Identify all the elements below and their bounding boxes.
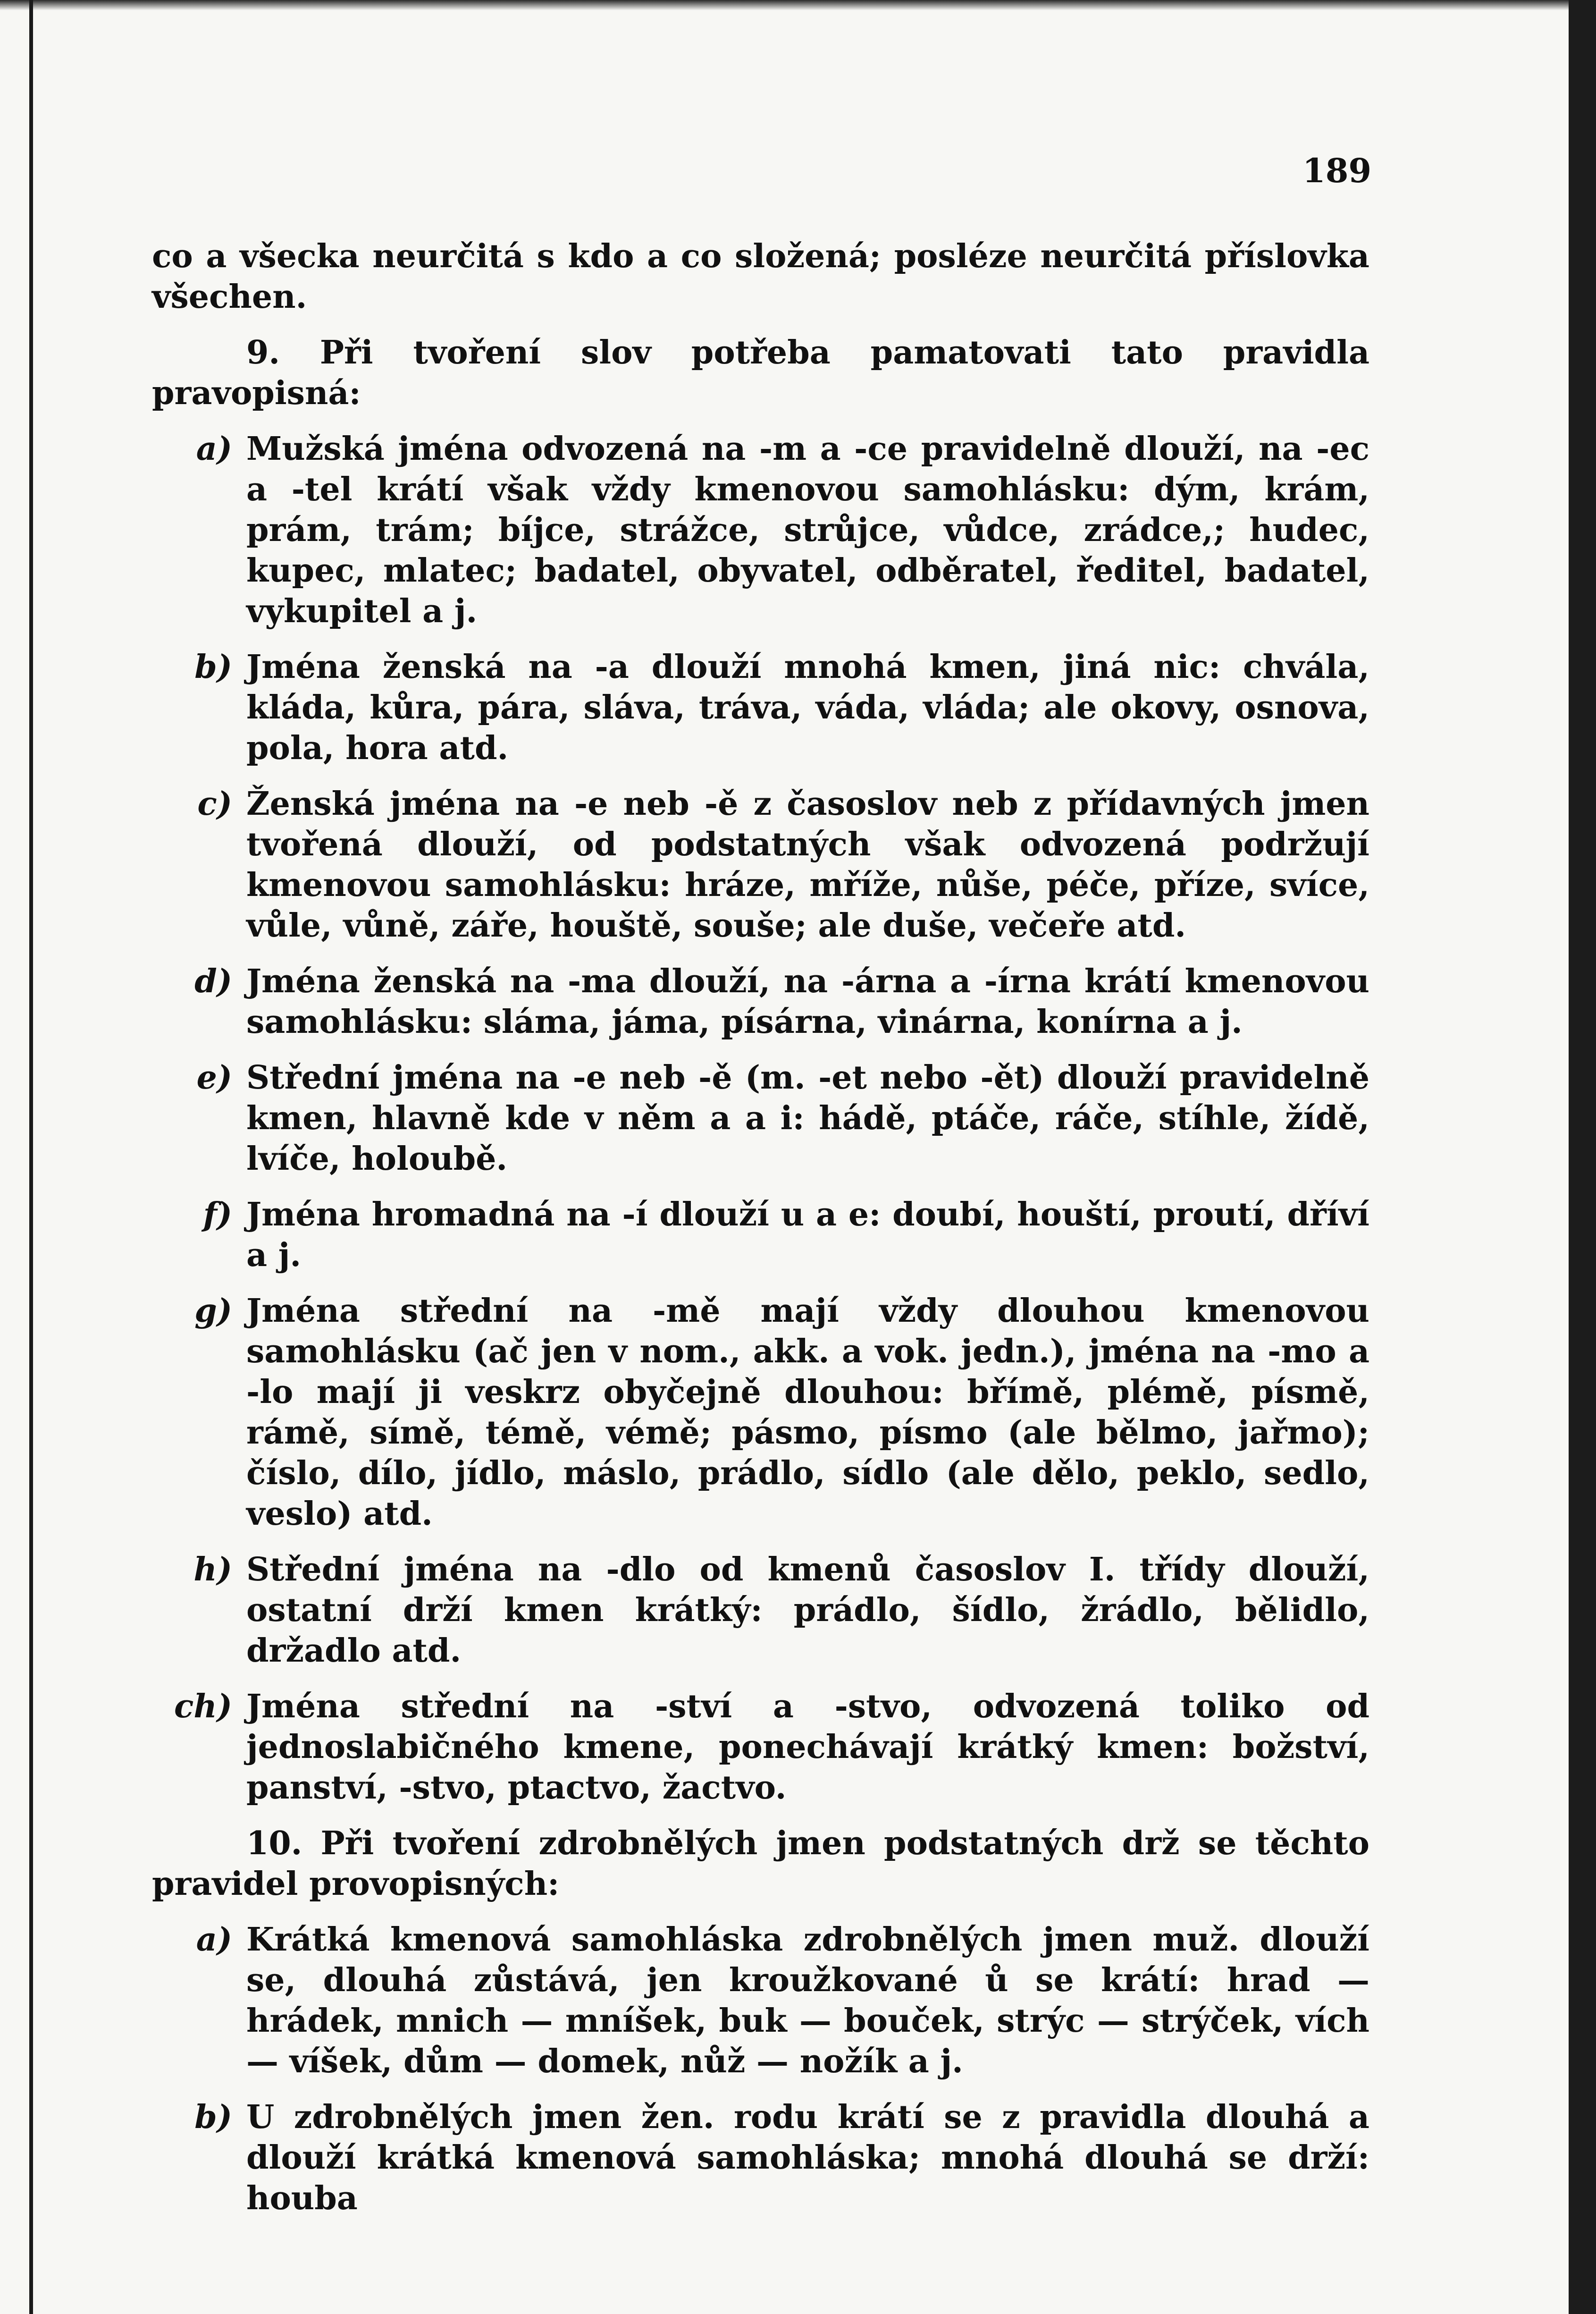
rule-text: Jména střední na -ství a -stvo, odvozená toliko od jednoslabičného kmene, ponechávají krátký kmen: božství, panství, -stvo, ptactvo, žactvo. (246, 1688, 1369, 1807)
binding-edge (29, 0, 33, 2314)
rule-text: Jména střední na -mě mají vždy dlouhou kmenovou samohlásku (ač jen v nom., akk. a vok. jedn.), jména na -mo a -lo mají ji veskrz obyčejně dlouhou: břímě, plémě, písmě, rámě, símě, témě, vémě; pásmo, písmo (ale bělmo, jařmo); číslo, dílo, jídlo, máslo, prádlo, sídlo (ale dělo, peklo, sedlo, veslo) atd. (246, 1292, 1369, 1533)
rule-label: f) (203, 1196, 232, 1233)
rule-item (152, 1194, 1369, 1275)
rule-item (152, 429, 1369, 632)
rule-label: g) (194, 1292, 232, 1330)
rule-label: d) (194, 963, 232, 1000)
rule-item (152, 2097, 1369, 2219)
page-number: 189 (1302, 151, 1372, 190)
rule-label: h) (193, 1551, 232, 1588)
rule-text: U zdrobnělých jmen žen. rodu krátí se z pravidla dlouhá a dlouží krátká kmenová samohláska; mnohá dlouhá se drží: houba (246, 2098, 1369, 2217)
section-9-heading: 9. Při tvoření slov potřeba pamatovati tato pravidla pravopisná: (152, 334, 1369, 412)
rule-item (152, 1549, 1369, 1671)
rule-item (152, 1291, 1369, 1534)
page-text (152, 236, 1369, 2234)
rule-item (152, 961, 1369, 1042)
rule-item (152, 784, 1369, 946)
rule-label: ch) (174, 1688, 232, 1725)
rule-text: Jména ženská na -a dlouží mnohá kmen, jiná nic: chvála, kláda, kůra, pára, sláva, tráva, váda, vláda; ale okovy, osnova, pola, hora atd. (246, 648, 1369, 767)
rule-text: Střední jména na -dlo od kmenů časoslov I. třídy dlouží, ostatní drží kmen krátký: prádlo, šídlo, žrádlo, bělidlo, držadlo atd. (246, 1551, 1369, 1670)
rule-text: Ženská jména na -e neb -ě z časoslov neb z přídavných jmen tvořená dlouží, od podstatných však odvozená podržují kmenovou samohlásku: hráze, mříže, nůše, péče, příze, svíce, vůle, vůně, záře, houště, souše; ale duše, večeře atd. (246, 785, 1369, 945)
rule-item (152, 1919, 1369, 2082)
rule-label: c) (197, 785, 232, 823)
section-10-heading: 10. Při tvoření zdrobnělých jmen podstatných drž se těchto pravidel provopisných: (152, 1824, 1369, 1903)
rule-item (152, 647, 1369, 769)
rule-label: e) (196, 1059, 232, 1097)
page-right-edge (1569, 0, 1596, 2314)
rule-text: Krátká kmenová samohláska zdrobnělých jmen muž. dlouží se, dlouhá zůstává, jen kroužkované ů se krátí: hrad — hrádek, mnich — mníšek, buk — bouček, strýc — strýček, vích — víšek, dům — domek, nůž — nožík a j. (246, 1921, 1369, 2080)
page-top-shadow (0, 0, 1596, 10)
intro-paragraph: co a všecka neurčitá s kdo a co složená; posléze neurčitá příslovka všechen. (152, 237, 1369, 316)
rule-text: Jména hromadná na -í dlouží u a e: doubí, houští, proutí, dříví a j. (246, 1196, 1369, 1274)
rule-item (152, 1686, 1369, 1808)
rule-item (152, 1057, 1369, 1179)
rule-label: b) (194, 648, 232, 686)
rule-label: b) (194, 2098, 232, 2136)
rule-text: Střední jména na -e neb -ě (m. -et nebo -ět) dlouží pravidelně kmen, hlavně kde v něm a a i: hádě, ptáče, ráče, stíhle, žídě, lvíče, holoubě. (246, 1059, 1369, 1178)
rule-label: a) (196, 430, 232, 468)
rule-text: Jména ženská na -ma dlouží, na -árna a -írna krátí kmenovou samohlásku: sláma, jáma, písárna, vinárna, konírna a j. (246, 963, 1369, 1041)
rule-label: a) (196, 1921, 232, 1959)
rule-text: Mužská jména odvozená na -m a -ce pravidelně dlouží, na -ec a -tel krátí však vždy kmenovou samohlásku: dým, krám, prám, trám; bíjce, strážce, strůjce, vůdce, zrádce,; hudec, kupec, mlatec; badatel, obyvatel, odběratel, ředitel, badatel, vykupitel a j. (246, 430, 1369, 630)
